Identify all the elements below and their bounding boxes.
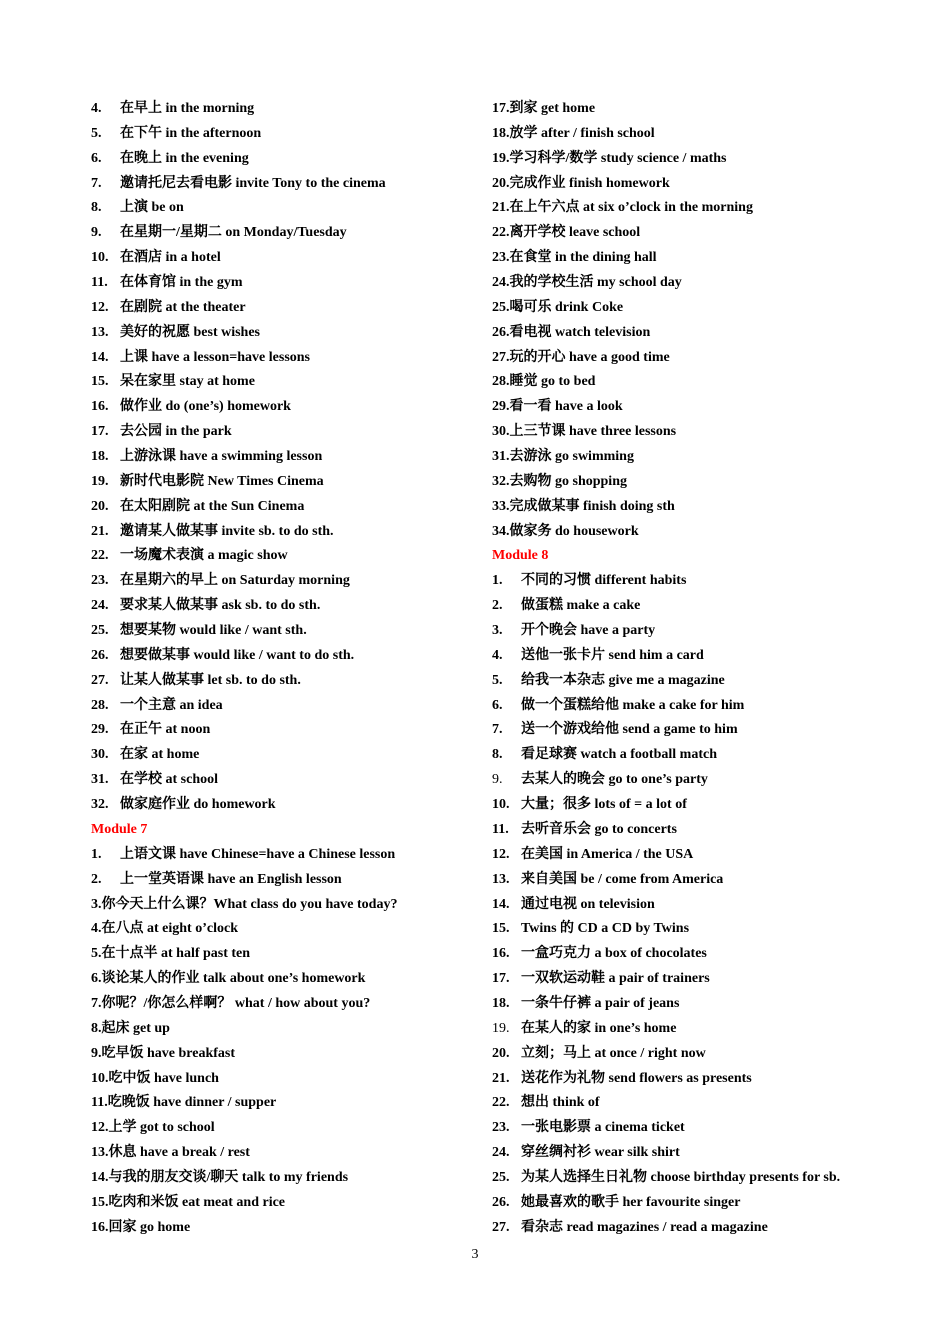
vocab-entry	[91, 246, 511, 271]
vocab-entry	[91, 619, 511, 644]
entry-text: 邀请某人做某事 invite sb. to do sth.	[120, 523, 334, 539]
entry-text: 13.休息 have a break / rest	[91, 1145, 250, 1161]
entry-number: 16.	[492, 946, 510, 962]
entry-text: Twins 的 CD a CD by Twins	[521, 921, 690, 937]
vocab-entry	[492, 1067, 912, 1092]
vocab-entry	[91, 520, 511, 545]
vocab-entry	[492, 97, 912, 122]
entry-text: 23.在食堂 in the dining hall	[492, 250, 657, 266]
entry-number: 8.	[492, 747, 503, 763]
entry-text: 上一堂英语课 have an English lesson	[120, 871, 342, 887]
entry-number: 27.	[492, 1219, 510, 1235]
vocab-entry	[91, 1091, 511, 1116]
vocab-entry	[492, 346, 912, 371]
vocab-entry	[492, 271, 912, 296]
entry-text: 3.你今天上什么课？What class do you have today?	[91, 896, 398, 912]
vocab-entry	[492, 843, 912, 868]
vocab-entry	[492, 196, 912, 221]
entry-text: 一个主意 an idea	[120, 697, 223, 713]
entry-number: 1.	[492, 573, 503, 589]
entry-text: 她最喜欢的歌手 her favourite singer	[521, 1194, 741, 1210]
entry-text: 让某人做某事 let sb. to do sth.	[120, 672, 301, 688]
entry-text: 开个晚会 have a party	[521, 623, 656, 639]
entry-text: 在美国 in America / the USA	[521, 846, 694, 862]
vocab-entry	[492, 1042, 912, 1067]
vocab-entry	[91, 1067, 511, 1092]
entry-number: 20.	[91, 498, 109, 514]
entry-text: 看足球赛 watch a football match	[521, 747, 717, 763]
vocab-entry	[492, 395, 912, 420]
entry-text: 穿丝绸衬衫 wear silk shirt	[521, 1145, 680, 1161]
entry-number: 16.	[91, 399, 109, 415]
vocab-entry	[492, 1017, 912, 1042]
entry-text: 一条牛仔裤 a pair of jeans	[521, 995, 680, 1011]
vocab-entry	[91, 644, 511, 669]
entry-text: 在早上 in the morning	[120, 101, 255, 116]
vocab-entry	[492, 569, 912, 594]
entry-text: 31.去游泳 go swimming	[492, 449, 634, 465]
entry-text: 30.上三节课 have three lessons	[492, 424, 677, 440]
vocab-entry	[91, 967, 511, 992]
vocab-entry	[91, 1216, 511, 1241]
entry-text: 5.在十点半 at half past ten	[91, 946, 251, 962]
entry-text: 在正午 at noon	[120, 722, 211, 738]
vocab-entry	[91, 296, 511, 321]
vocab-entry	[492, 644, 912, 669]
vocab-entry	[492, 470, 912, 495]
entry-number: 11.	[91, 275, 108, 291]
entry-text: 4.在八点 at eight o’clock	[91, 921, 238, 937]
vocab-entry	[91, 1042, 511, 1067]
entry-text: 在体育馆 in the gym	[120, 275, 243, 291]
entry-text: 在酒店 in a hotel	[120, 250, 221, 266]
entry-text: 20.完成作业 finish homework	[492, 175, 670, 191]
entry-text: 上演 be on	[120, 200, 184, 216]
left-column	[91, 97, 511, 1241]
entry-text: 立刻；马上 at once / right now	[521, 1045, 706, 1061]
entry-text: 新时代电影院 New Times Cinema	[120, 473, 324, 489]
vocab-entry	[492, 694, 912, 719]
entry-number: 24.	[492, 1145, 510, 1161]
vocab-entry	[91, 917, 511, 942]
vocab-entry	[91, 97, 511, 122]
entry-text: 送他一张卡片 send him a card	[521, 647, 704, 663]
entry-number: 27.	[91, 672, 109, 688]
entry-text: 一张电影票 a cinema ticket	[521, 1120, 685, 1136]
entry-text: 给我一本杂志 give me a magazine	[521, 672, 725, 688]
entry-text: 15.吃肉和米饭 eat meat and rice	[91, 1194, 286, 1210]
entry-number: 12.	[91, 299, 109, 315]
vocab-entry	[492, 743, 912, 768]
entry-number: 19.	[492, 1020, 510, 1036]
vocab-entry	[91, 1166, 511, 1191]
vocab-entry	[91, 370, 511, 395]
vocab-entry	[492, 669, 912, 694]
entry-text: 6.谈论某人的作业 talk about one’s homework	[91, 971, 366, 987]
entry-number: 4.	[91, 101, 102, 116]
entry-number: 8.	[91, 200, 102, 216]
entry-text: 25.喝可乐 drink Coke	[492, 299, 624, 315]
entry-number: 28.	[91, 697, 109, 713]
vocab-entry	[91, 445, 511, 470]
entry-number: 2.	[91, 871, 102, 887]
vocab-entry	[91, 893, 511, 918]
entry-number: 2.	[492, 598, 503, 614]
vocab-entry	[91, 147, 511, 172]
module-heading: Module 8	[492, 548, 549, 564]
entry-number: 22.	[492, 1095, 510, 1111]
vocab-entry	[91, 992, 511, 1017]
entry-text: 想出 think of	[521, 1095, 600, 1111]
entry-text: 12.上学 got to school	[91, 1120, 215, 1136]
entry-text: 在家 at home	[120, 747, 200, 763]
entry-number: 9.	[492, 772, 503, 788]
vocab-entry	[492, 246, 912, 271]
vocab-entry	[492, 768, 912, 793]
entry-text: 送花作为礼物 send flowers as presents	[521, 1070, 752, 1086]
right-column	[492, 97, 912, 1241]
entry-text: 做家庭作业 do homework	[120, 797, 276, 813]
entry-text: 28.睡觉 go to bed	[492, 374, 596, 390]
entry-text: 去听音乐会 go to concerts	[521, 821, 677, 837]
vocab-entry	[91, 942, 511, 967]
entry-text: 8.起床 get up	[91, 1020, 170, 1036]
vocab-entry	[91, 470, 511, 495]
entry-text: 18.放学 after / finish school	[492, 125, 655, 141]
vocab-entry	[492, 445, 912, 470]
vocab-entry	[492, 1141, 912, 1166]
vocab-entry	[492, 1116, 912, 1141]
entry-text: 想要做某事 would like / want to do sth.	[120, 647, 355, 663]
entry-number: 7.	[91, 175, 102, 191]
entry-number: 13.	[91, 324, 109, 340]
entry-text: 一双软运动鞋 a pair of trainers	[521, 971, 710, 987]
entry-number: 14.	[91, 349, 109, 365]
entry-number: 13.	[492, 871, 510, 887]
vocab-entry	[91, 395, 511, 420]
vocab-entry	[492, 321, 912, 346]
entry-number: 23.	[91, 573, 109, 589]
vocab-entry	[91, 694, 511, 719]
entry-text: 做一个蛋糕给他 make a cake for him	[521, 697, 745, 713]
entry-text: 在下午 in the afternoon	[120, 125, 262, 141]
entry-text: 上游泳课 have a swimming lesson	[120, 449, 323, 465]
entry-text: 呆在家里 stay at home	[120, 374, 255, 390]
entry-number: 17.	[91, 424, 109, 440]
vocab-entry	[492, 122, 912, 147]
entry-number: 12.	[492, 846, 510, 862]
entry-number: 20.	[492, 1045, 510, 1061]
entry-text: 7.你呢？/你怎么样啊？ what / how about you?	[91, 995, 371, 1011]
vocab-entry	[91, 122, 511, 147]
entry-number: 18.	[492, 995, 510, 1011]
entry-number: 26.	[492, 1194, 510, 1210]
entry-number: 6.	[91, 150, 102, 166]
entry-text: 邀请托尼去看电影 invite Tony to the cinema	[120, 175, 386, 191]
vocab-entry	[492, 967, 912, 992]
vocab-entry	[492, 868, 912, 893]
vocab-entry	[492, 147, 912, 172]
entry-text: 24.我的学校生活 my school day	[492, 275, 682, 291]
vocab-entry	[492, 1216, 912, 1241]
entry-text: 去某人的晚会 go to one’s party	[521, 772, 708, 788]
entry-text: 送一个游戏给他 send a game to him	[521, 722, 738, 738]
entry-text: 10.吃中饭 have lunch	[91, 1070, 219, 1086]
vocab-entry	[492, 370, 912, 395]
entry-number: 19.	[91, 473, 109, 489]
entry-number: 29.	[91, 722, 109, 738]
entry-text: 34.做家务 do housework	[492, 523, 639, 539]
vocab-entry	[91, 718, 511, 743]
entry-text: 做蛋糕 make a cake	[521, 598, 641, 614]
vocab-entry	[492, 619, 912, 644]
vocab-entry	[492, 495, 912, 520]
entry-number: 11.	[492, 821, 509, 837]
vocab-entry	[91, 743, 511, 768]
vocab-entry	[91, 544, 511, 569]
entry-text: 在某人的家 in one’s home	[521, 1020, 677, 1036]
entry-text: 要求某人做某事 ask sb. to do sth.	[120, 598, 321, 614]
vocab-entry	[492, 992, 912, 1017]
entry-text: 9.吃早饭 have breakfast	[91, 1045, 236, 1061]
entry-number: 10.	[91, 250, 109, 266]
entry-text: 看杂志 read magazines / read a magazine	[521, 1219, 768, 1235]
entry-text: 11.吃晚饭 have dinner / supper	[91, 1095, 277, 1111]
vocab-entry	[91, 196, 511, 221]
entry-number: 32.	[91, 797, 109, 813]
vocab-entry	[91, 321, 511, 346]
vocab-entry	[91, 669, 511, 694]
entry-text: 在学校 at school	[120, 772, 218, 788]
entry-number: 22.	[91, 548, 109, 564]
vocab-entry	[91, 569, 511, 594]
entry-text: 在晚上 in the evening	[120, 150, 249, 166]
entry-text: 去公园 in the park	[120, 424, 232, 440]
vocab-entry	[91, 768, 511, 793]
entry-number: 25.	[91, 623, 109, 639]
page-number: 3	[471, 1247, 479, 1262]
entry-number: 26.	[91, 647, 109, 663]
entry-number: 25.	[492, 1169, 510, 1185]
vocab-entry	[91, 843, 511, 868]
entry-text: 33.完成做某事 finish doing sth	[492, 498, 675, 514]
entry-text: 上课 have a lesson=have lessons	[120, 349, 310, 365]
vocab-entry	[492, 1091, 912, 1116]
vocab-entry	[492, 718, 912, 743]
entry-number: 14.	[492, 896, 510, 912]
entry-text: 26.看电视 watch television	[492, 324, 651, 340]
entry-number: 31.	[91, 772, 109, 788]
entry-text: 想要某物 would like / want sth.	[120, 623, 307, 639]
entry-number: 21.	[91, 523, 109, 539]
entry-text: 一盒巧克力 a box of chocolates	[521, 946, 707, 962]
entry-number: 1.	[91, 846, 102, 862]
vocab-entry	[91, 594, 511, 619]
vocab-entry	[91, 172, 511, 197]
entry-text: 27.玩的开心 have a good time	[492, 349, 670, 365]
entry-number: 7.	[492, 722, 503, 738]
entry-text: 19.学习科学/数学 study science / maths	[492, 150, 727, 166]
vocab-entry	[91, 1017, 511, 1042]
vocab-entry	[492, 594, 912, 619]
entry-text: 通过电视 on television	[521, 896, 655, 912]
entry-text: 在星期一/星期二 on Monday/Tuesday	[120, 225, 347, 241]
entry-number: 6.	[492, 697, 503, 713]
entry-number: 3.	[492, 623, 503, 639]
entry-number: 9.	[91, 225, 102, 241]
vocab-entry	[91, 346, 511, 371]
entry-number: 21.	[492, 1070, 510, 1086]
vocab-entry	[492, 818, 912, 843]
entry-text: 29.看一看 have a look	[492, 399, 623, 415]
entry-text: 为某人选择生日礼物 choose birthday presents for sb.	[521, 1169, 841, 1185]
entry-text: 22.离开学校 leave school	[492, 225, 641, 241]
entry-text: 32.去购物 go shopping	[492, 473, 627, 489]
vocab-entry	[91, 420, 511, 445]
entry-text: 不同的习惯 different habits	[521, 573, 687, 589]
entry-number: 5.	[492, 672, 503, 688]
entry-number: 24.	[91, 598, 109, 614]
entry-number: 23.	[492, 1120, 510, 1136]
entry-text: 在剧院 at the theater	[120, 299, 246, 315]
vocab-entry	[91, 868, 511, 893]
entry-number: 18.	[91, 449, 109, 465]
vocab-entry	[492, 893, 912, 918]
vocab-entry	[492, 520, 912, 545]
vocab-entry	[91, 1191, 511, 1216]
entry-number: 17.	[492, 971, 510, 987]
vocab-entry	[91, 495, 511, 520]
vocab-entry	[492, 1166, 912, 1191]
vocab-entry	[492, 1191, 912, 1216]
entry-number: 15.	[91, 374, 109, 390]
entry-text: 大量；很多 lots of = a lot of	[521, 797, 687, 813]
entry-text: 在星期六的早上 on Saturday morning	[120, 573, 350, 589]
entry-text: 美好的祝愿 best wishes	[120, 324, 261, 340]
vocab-entry	[492, 296, 912, 321]
vocab-entry	[91, 1116, 511, 1141]
vocab-entry	[91, 1141, 511, 1166]
module-heading: Module 7	[91, 821, 148, 837]
entry-text: 一场魔术表演 a magic show	[120, 548, 288, 564]
vocab-entry	[492, 172, 912, 197]
vocab-entry	[91, 793, 511, 818]
vocab-entry	[91, 221, 511, 246]
vocab-entry	[492, 221, 912, 246]
entry-number: 15.	[492, 921, 510, 937]
entry-text: 16.回家 go home	[91, 1219, 191, 1235]
entry-number: 4.	[492, 647, 503, 663]
entry-text: 14.与我的朋友交谈/聊天 talk to my friends	[91, 1169, 349, 1185]
entry-number: 30.	[91, 747, 109, 763]
entry-text: 上语文课 have Chinese=have a Chinese lesson	[120, 846, 396, 862]
entry-text: 做作业 do (one’s) homework	[120, 399, 291, 415]
entry-number: 10.	[492, 797, 510, 813]
vocab-entry	[492, 942, 912, 967]
entry-text: 17.到家 get home	[492, 101, 596, 116]
vocab-entry	[91, 271, 511, 296]
vocab-entry	[492, 917, 912, 942]
entry-text: 21.在上午六点 at six o’clock in the morning	[492, 200, 753, 216]
entry-number: 5.	[91, 125, 102, 141]
vocab-entry	[492, 793, 912, 818]
vocab-entry	[492, 420, 912, 445]
entry-text: 来自美国 be / come from America	[521, 871, 724, 887]
entry-text: 在太阳剧院 at the Sun Cinema	[120, 498, 305, 514]
